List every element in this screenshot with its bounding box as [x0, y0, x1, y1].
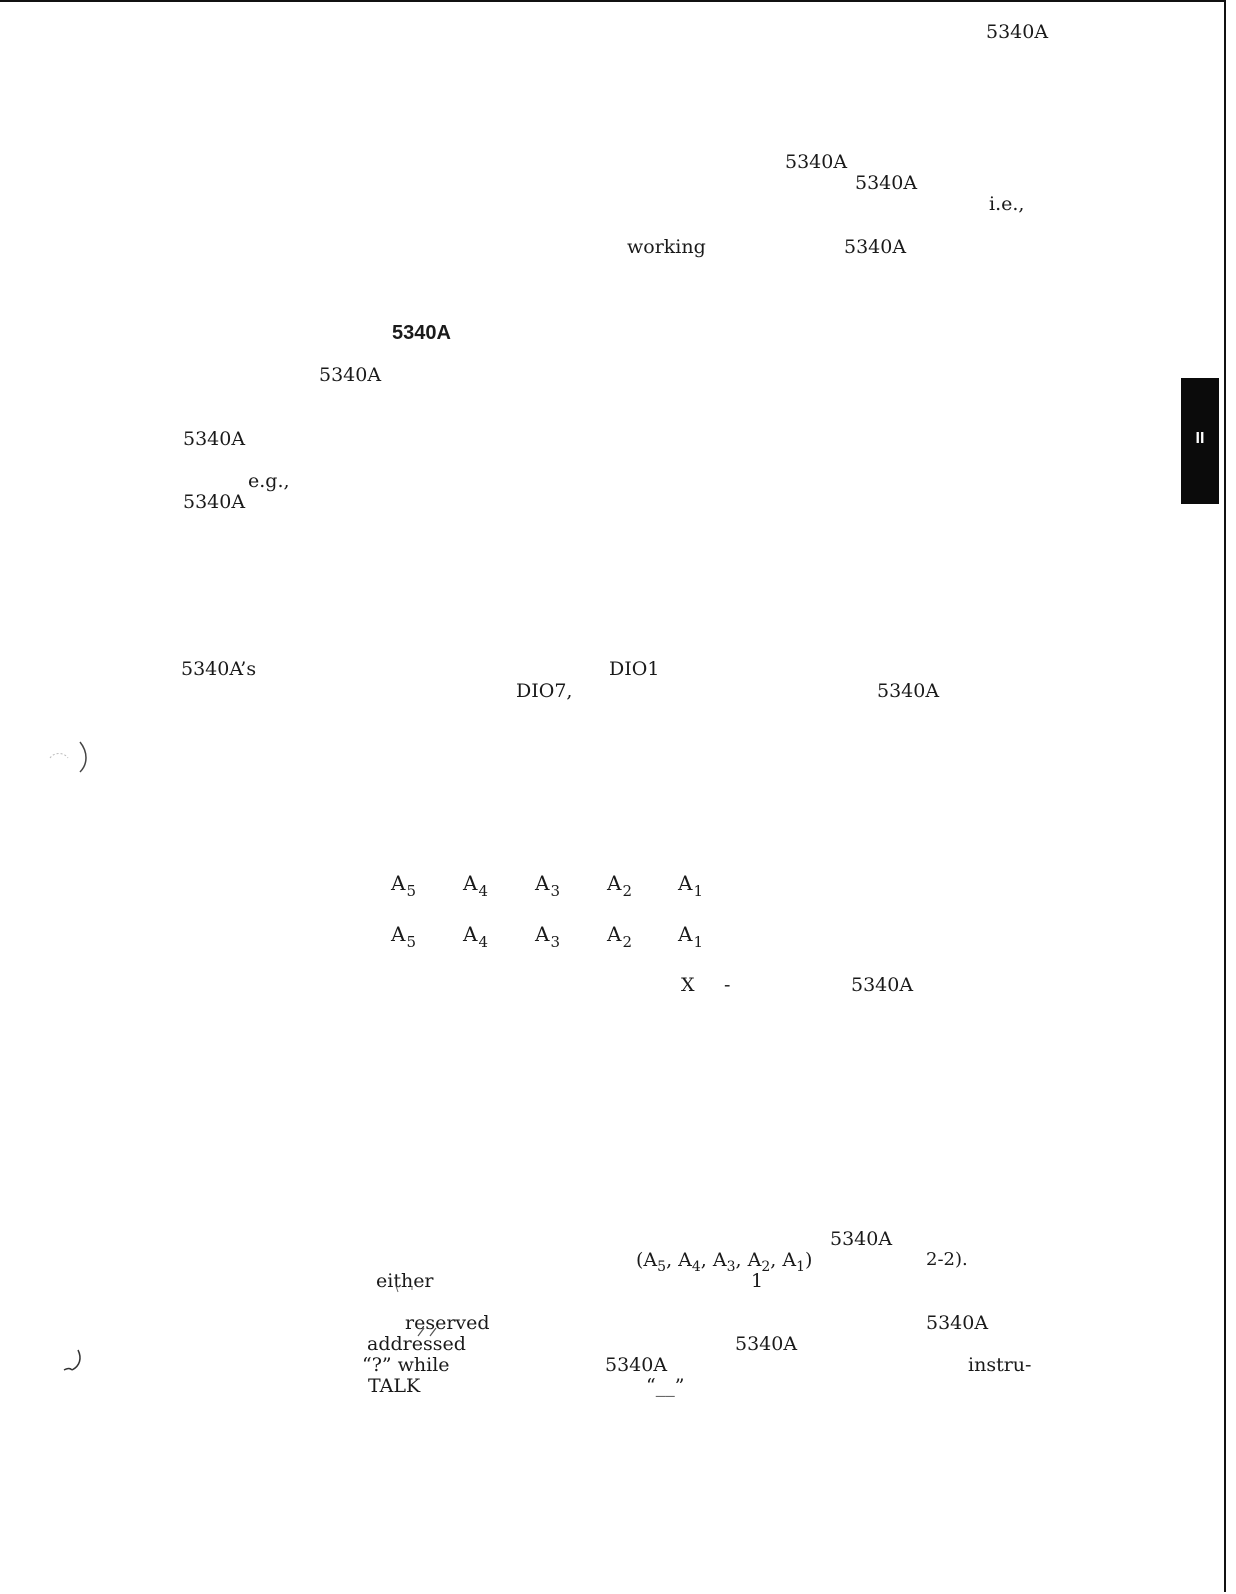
section-tab-label: II — [1195, 430, 1205, 447]
para5-address-list: ($A_5$, $A_4$, $A_3$, $A_2$, $A_1$) — [636, 1249, 813, 1275]
para1-working: working — [627, 236, 706, 258]
para2-model: 5340A — [319, 364, 382, 386]
para1-model-c: 5340A — [844, 236, 907, 258]
address-bit-a4: $A_4$ — [463, 871, 488, 900]
para1-model-b: 5340A — [855, 172, 918, 194]
address-bit-a1: $A_1$ — [678, 922, 703, 951]
address-bit-a2: $A_2$ — [607, 871, 632, 900]
address-bit-a3: $A_3$ — [535, 922, 560, 951]
para3-model-b: 5340A — [183, 491, 246, 513]
table-note-model: 5340A — [851, 974, 914, 996]
para5-reserved: reserved — [405, 1312, 490, 1334]
header-model-number: 5340A — [986, 21, 1049, 43]
pencil-mark — [390, 1284, 450, 1354]
para4-model: 5340A — [877, 680, 940, 702]
section-heading-model: 5340A — [392, 322, 451, 344]
table-note-x: X — [681, 974, 695, 996]
para3-model-a: 5340A — [183, 428, 246, 450]
para5-model-a: 5340A — [830, 1228, 893, 1250]
para5-talk: TALK — [368, 1375, 421, 1397]
para1-ie: i.e., — [989, 193, 1025, 215]
para5-question-while: “?” while — [362, 1354, 450, 1376]
para5-model-d: 5340A — [605, 1354, 668, 1376]
margin-mark — [60, 1346, 90, 1376]
address-bit-a1: $A_1$ — [678, 871, 703, 900]
para1-model-a: 5340A — [785, 151, 848, 173]
table-note-dash: - — [724, 974, 731, 996]
address-bit-a4: $A_4$ — [463, 922, 488, 951]
para5-underscore-quote: “__” — [646, 1375, 685, 1397]
address-bit-a2: $A_2$ — [607, 922, 632, 951]
para5-model-b: 5340A — [926, 1312, 989, 1334]
address-bit-a3: $A_3$ — [535, 871, 560, 900]
section-tab-marker — [1181, 378, 1219, 504]
para5-instru: instru- — [968, 1354, 1032, 1376]
para5-one: 1 — [751, 1270, 764, 1292]
para5-model-c: 5340A — [735, 1333, 798, 1355]
para5-figure-ref: 2-2). — [926, 1249, 968, 1270]
address-bit-a5: $A_5$ — [391, 922, 416, 951]
para5-addressed: addressed — [367, 1333, 466, 1355]
para4-model-possessive: 5340A’s — [181, 658, 257, 680]
margin-mark — [44, 738, 94, 776]
para4-dio1: DIO1 — [609, 658, 660, 680]
address-bit-a5: $A_5$ — [391, 871, 416, 900]
para3-eg: e.g., — [248, 470, 290, 492]
para5-either: either — [376, 1270, 434, 1292]
para4-dio7: DIO7, — [516, 680, 573, 702]
